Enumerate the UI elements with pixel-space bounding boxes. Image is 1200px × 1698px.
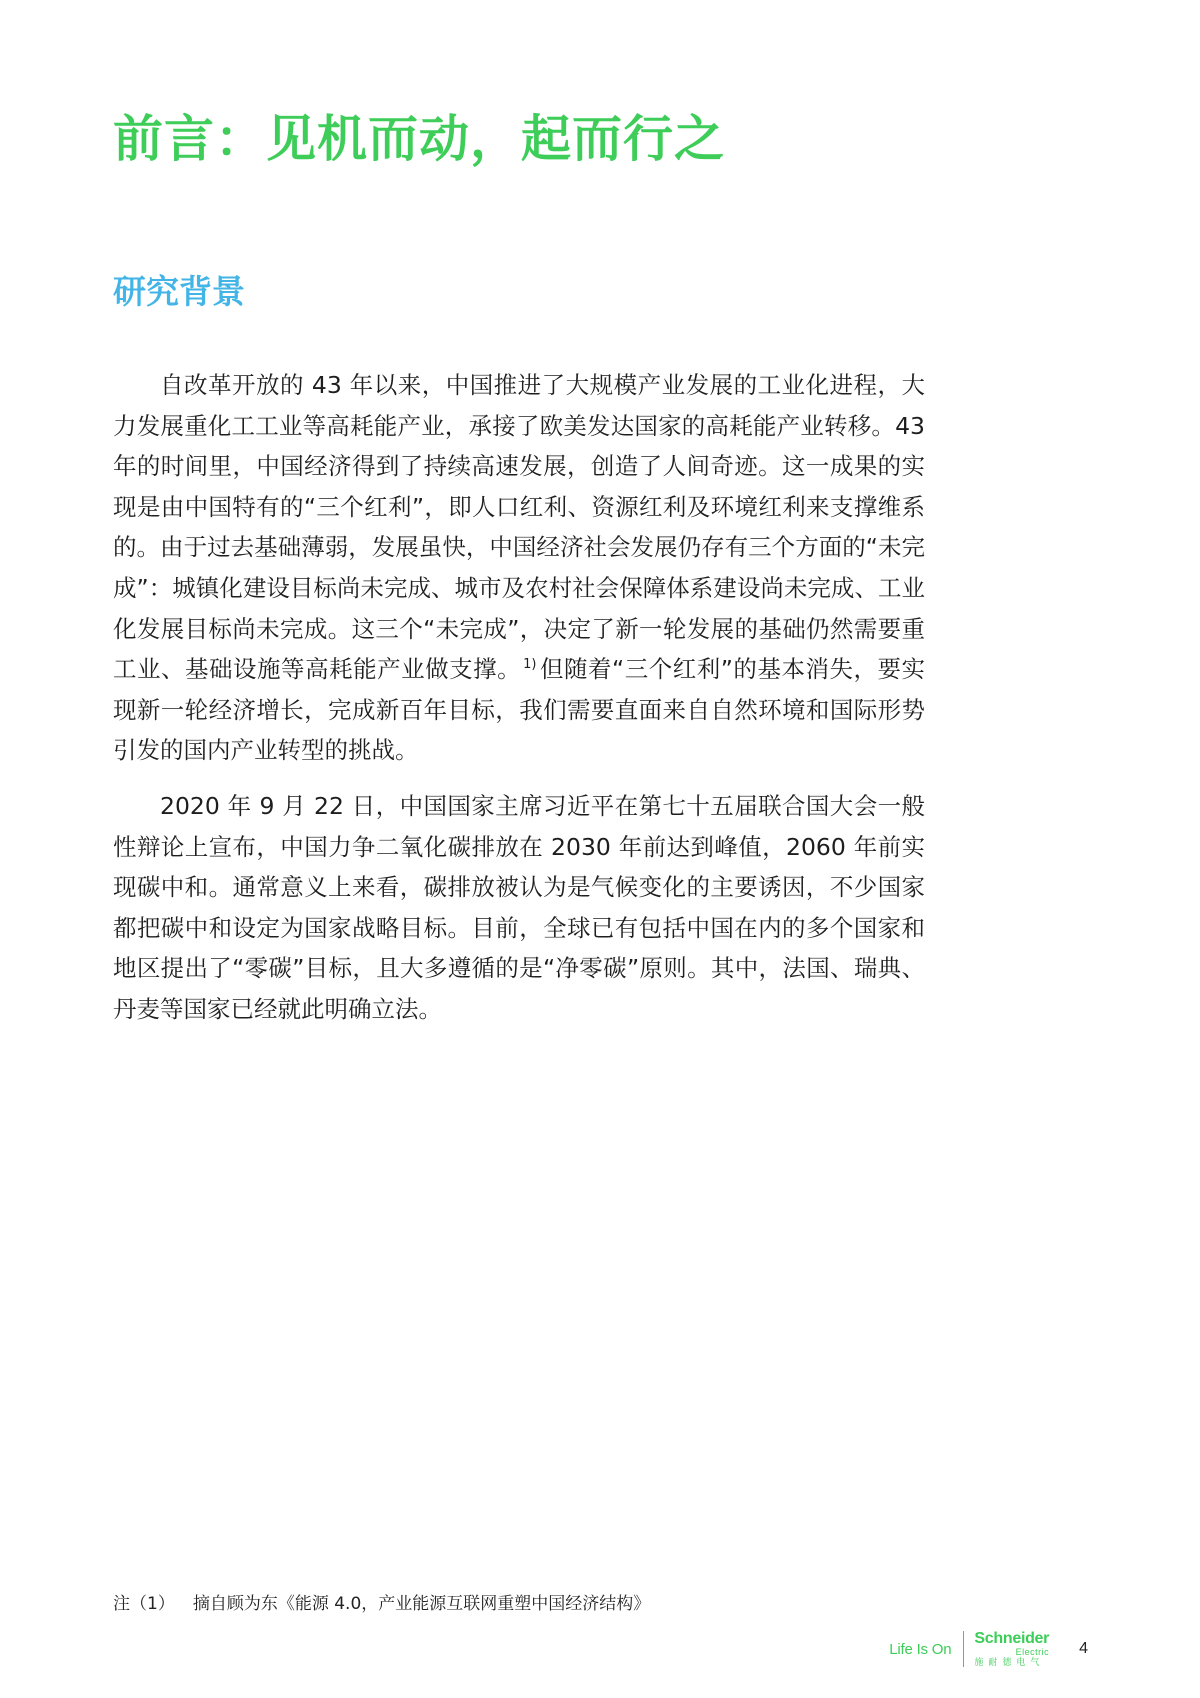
brand-chinese-name: 施耐德电气 bbox=[974, 1657, 1045, 1668]
brand-sub: Electric bbox=[1015, 1646, 1050, 1657]
page-footer bbox=[889, 1626, 1088, 1672]
schneider-electric-logo bbox=[974, 1631, 1049, 1668]
footnote-text: 摘自顾为东《能源 4.0，产业能源互联网重塑中国经济结构》 bbox=[192, 1594, 651, 1614]
footnote-reference[interactable]: 1) bbox=[523, 657, 537, 673]
body-text bbox=[113, 365, 925, 1045]
brand-name: Schneider bbox=[974, 1629, 1050, 1647]
footnote bbox=[113, 1592, 650, 1616]
footer-divider bbox=[963, 1631, 964, 1667]
section-heading: 研究背景 bbox=[113, 272, 245, 311]
life-is-on-tagline: Life Is On bbox=[889, 1640, 952, 1658]
paragraph-1 bbox=[113, 365, 925, 771]
paragraph-1-continuation: 但随着“三个红利”的基本消失，要实现新一轮经济增长，完成新百年目标，我们需要直面来自自然环境和国际形势引发的国内产业转型的挑战。 bbox=[113, 655, 925, 765]
page-title: 前言：见机而动，起而行之 bbox=[113, 110, 725, 168]
page-number: 4 bbox=[1079, 1640, 1088, 1657]
footnote-label: 注（1） bbox=[113, 1594, 175, 1614]
paragraph-2: 2020 年 9 月 22 日，中国国家主席习近平在第七十五届联合国大会一般性辩论上宣布，中国力争二氧化碳排放在 2030 年前达到峰值，2060 年前实现碳中和。通常意义上来看，碳排放被认为是气候变化的主要诱因，不少国家都把碳中和设定为国家战略目标。目前，全球已有包括中国在内的多个国家和地区提出了“零碳”目标，且大多遵循的是“净零碳”原则。其中，法国、瑞典、丹麦等国家已经就此明确立法。 bbox=[113, 791, 925, 1023]
paragraph-1-text: 自改革开放的 43 年以来，中国推进了大规模产业发展的工业化进程，大力发展重化工工业等高耗能产业，承接了欧美发达国家的高耗能产业转移。43 年的时间里，中国经济得到了持续高速发展，创造了人间奇迹。这一成果的实现是由中国特有的“三个红利”，即人口红利、资源红利及环境红利来支撑维系的。由于过去基础薄弱，发展虽快，中国经济社会发展仍存有三个方面的“未完成”：城镇化建设目标尚未完成、城市及农村社会保障体系建设尚未完成、工业化发展目标尚未完成。这三个“未完成”，决定了新一轮发展的基础仍然需要重工业、基础设施等高耗能产业做支撑。 bbox=[113, 371, 925, 684]
